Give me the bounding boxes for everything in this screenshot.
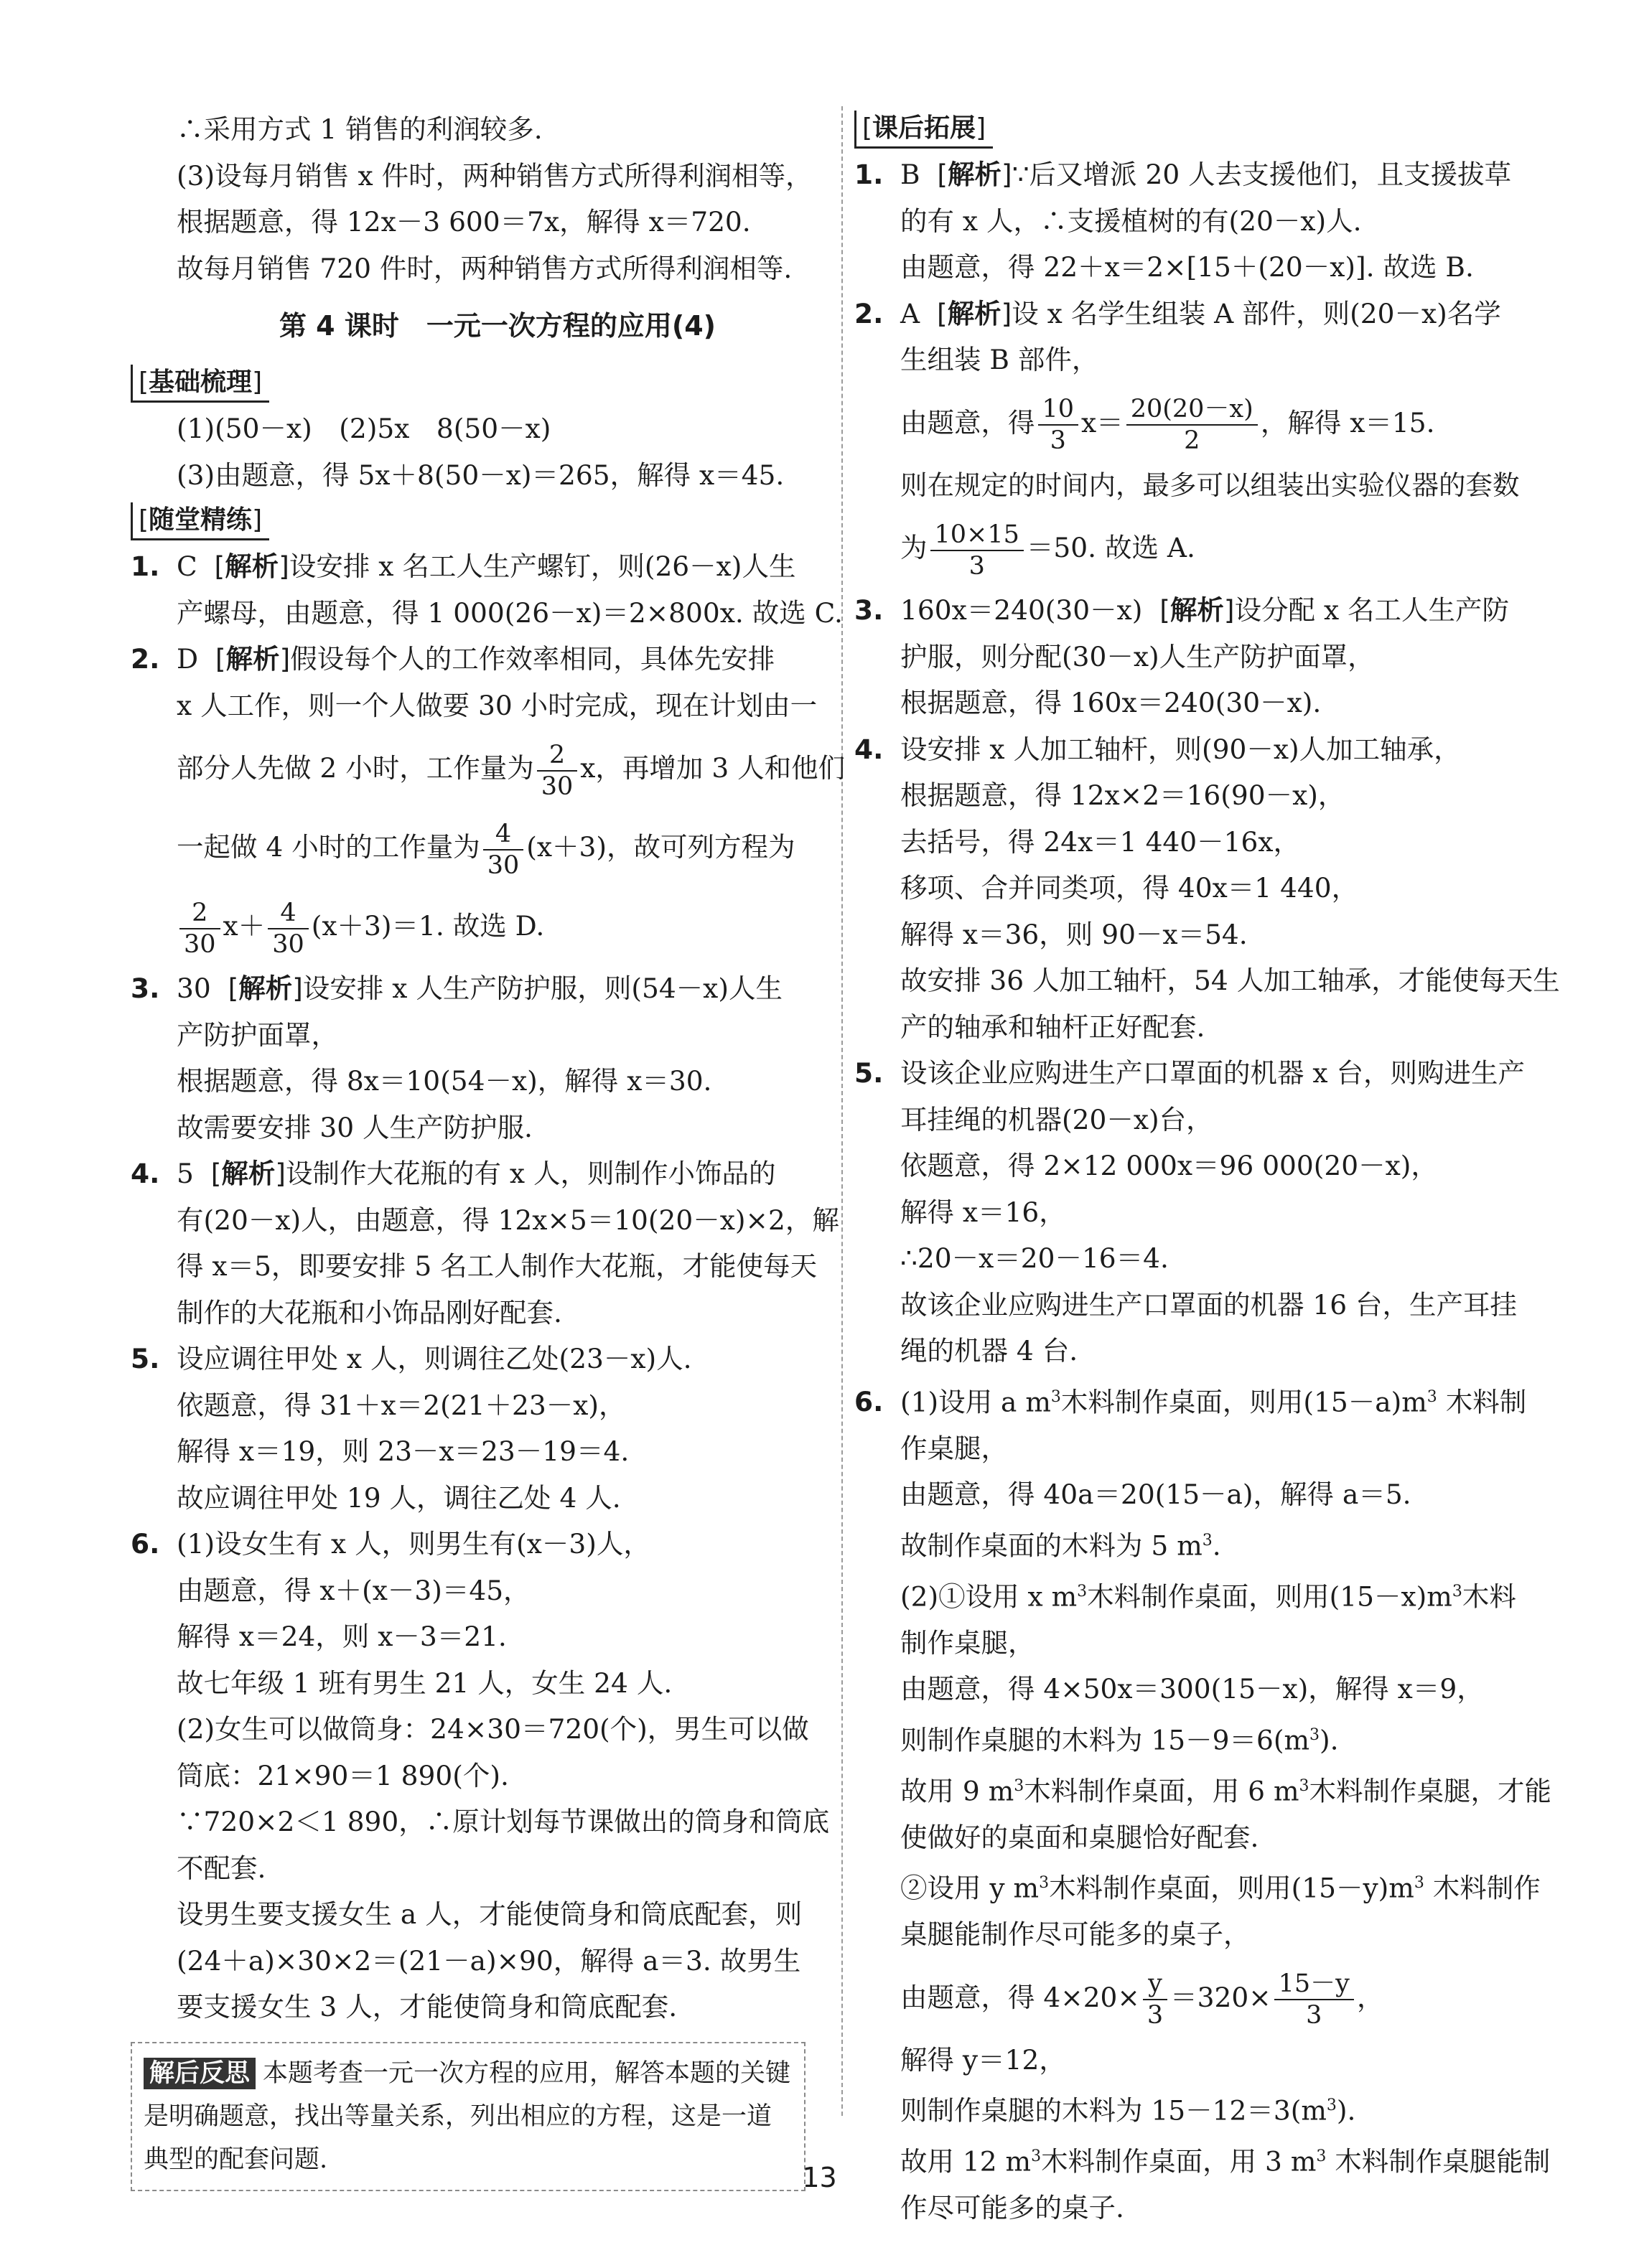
text-line: 根据题意，得 160x＝240(30－x).	[900, 687, 1322, 718]
denominator: 30	[541, 772, 574, 801]
text-line: ∴采用方式 1 销售的利润较多.	[177, 113, 543, 145]
question-6	[854, 1374, 1545, 1425]
section-header-practice: [ 随堂精练 ]	[131, 502, 269, 540]
text-line: (3)由题意，得 5x＋8(50－x)＝265，解得 x＝45.	[177, 459, 785, 491]
question-number: 6.	[854, 1386, 884, 1418]
text-segment: (2)①设用 x m	[900, 1580, 1078, 1612]
text-line	[854, 1763, 1552, 1814]
text-line: 作尽可能多的桌子.	[900, 2192, 1124, 2224]
text-segment: 部分人先做 2 小时，工作量为	[177, 752, 534, 784]
text-segment: (x＋3)＝1. 故选 D.	[311, 910, 545, 942]
superscript: 3	[1039, 1874, 1050, 1892]
text-line: (2)女生可以做筒身：24×30＝720(个)，男生可以做	[177, 1713, 809, 1745]
text-line: 护服，则分配(30－x)人生产防护面罩，	[900, 640, 1375, 673]
fraction	[1126, 394, 1258, 456]
superscript: 3	[1452, 1582, 1462, 1601]
text-line: 由题意，得 40a＝20(15－a)，解得 a＝5.	[900, 1479, 1411, 1510]
text-line: 使做好的桌面和桌腿恰好配套.	[900, 1821, 1259, 1853]
text-segment: ).	[1336, 2094, 1356, 2127]
text-line: 由题意，得 4×50x＝300(15－x)，解得 x＝9，	[900, 1673, 1484, 1705]
formula-line	[131, 886, 836, 965]
text-segment: x＋	[223, 910, 266, 942]
text-segment: 故用 12 m	[900, 2145, 1032, 2178]
text-segment: (1)设用 a m	[900, 1386, 1051, 1418]
question-4	[854, 726, 1545, 773]
text-segment: ，	[1356, 1981, 1384, 2013]
superscript: 3	[1031, 2147, 1042, 2165]
text-line: 设安排 x 名工人生产螺钉，则(26－x)人生	[289, 550, 796, 582]
text-segment: 由题意，得 4×20×	[900, 1981, 1140, 2013]
text-segment: 木料制作桌腿，才能	[1309, 1775, 1552, 1807]
fraction	[537, 740, 578, 802]
superscript: 3	[1077, 1582, 1088, 1601]
answer-value: 5	[177, 1158, 194, 1189]
answer-choice: D	[177, 643, 199, 675]
text-segment: ＝320×	[1170, 1981, 1271, 2013]
numerator: 20(20－x)	[1126, 394, 1258, 426]
text-segment: 一起做 4 小时的工作量为	[177, 831, 480, 863]
answer-value: 160x＝240(30－x)	[900, 594, 1143, 626]
text-segment: 木料制	[1437, 1386, 1527, 1418]
text-line	[854, 1712, 1545, 1763]
text-line	[854, 2083, 1545, 2134]
text-line: 设 x 名学生组装 A 部件，则(20－x)名学	[1012, 297, 1501, 329]
question-5	[131, 1336, 836, 1382]
superscript: 3	[1014, 1776, 1024, 1795]
denominator: 3	[968, 551, 985, 581]
column-divider	[841, 106, 843, 2116]
text-segment: 木料制作桌面，则用(15－y)m	[1049, 1872, 1414, 1904]
text-line: 作桌腿，	[900, 1432, 1008, 1464]
text-line: 制作的大花瓶和小饰品刚好配套.	[177, 1296, 562, 1329]
numerator: 10×15	[930, 520, 1024, 551]
analysis-tag: [ 解析 ]	[215, 550, 289, 582]
question-number: 6.	[131, 1528, 160, 1560]
text-line: 耳挂绳的机器(20－x)台，	[900, 1103, 1213, 1135]
question-number: 3.	[131, 973, 160, 1004]
text-line: 制作桌腿，	[900, 1626, 1035, 1659]
numerator: 15－y	[1274, 1969, 1354, 2000]
superscript: 3	[1316, 2147, 1327, 2165]
superscript: 3	[1414, 1874, 1424, 1892]
lesson-title: 第 4 课时 一元一次方程的应用(4)	[279, 310, 716, 342]
question-number: 3.	[854, 594, 884, 626]
text-line: 故七年级 1 班有男生 21 人，女生 24 人.	[177, 1667, 673, 1699]
text-line: 依题意，得 31＋x＝2(21＋23－x)，	[177, 1389, 626, 1421]
text-segment: 木料制作桌面，则用(15－a)m	[1060, 1386, 1427, 1418]
text-line: 不配套.	[177, 1852, 266, 1884]
superscript: 3	[1050, 1387, 1061, 1406]
text-line: 设该企业应购进生产口罩面的机器 x 台，则购进生产	[900, 1057, 1525, 1089]
numerator: 4	[483, 819, 524, 851]
question-number: 2.	[854, 297, 884, 329]
question-2	[131, 636, 836, 683]
analysis-tag: [ 解析 ]	[211, 1158, 286, 1189]
question-number: 4.	[854, 733, 884, 765]
superscript: 3	[1426, 1387, 1437, 1406]
superscript: 3	[1299, 1776, 1309, 1795]
question-3	[854, 587, 1545, 634]
text-segment: ＝50. 故选 A.	[1026, 532, 1195, 563]
text-segment: 由题意，得	[900, 406, 1035, 439]
text-line: 产螺母，由题意，得 1 000(26－x)＝2×800x. 故选 C.	[177, 596, 843, 629]
fraction	[930, 520, 1024, 581]
formula-line	[854, 508, 1545, 587]
section-header-basic: [ 基础梳理 ]	[131, 365, 269, 403]
section-header-extension: [ 课后拓展 ]	[854, 111, 993, 149]
analysis-tag: [ 解析 ]	[1159, 594, 1234, 626]
formula-line	[131, 807, 836, 886]
text-segment: 木料制作桌面，用 3 m	[1041, 2145, 1317, 2178]
text-line: 设分配 x 名工人生产防	[1234, 594, 1510, 626]
denominator: 3	[1050, 426, 1066, 455]
question-number: 5.	[131, 1343, 160, 1374]
reflection-tag: 解后反思	[144, 2058, 256, 2089]
answer-choice: A	[900, 297, 920, 329]
question-number: 1.	[131, 550, 160, 582]
question-6	[131, 1521, 836, 1568]
text-line: 设安排 x 人生产防护服，则(54－x)人生	[302, 973, 783, 1004]
question-number: 5.	[854, 1057, 884, 1089]
text-line: 桌腿能制作尽可能多的桌子，	[900, 1918, 1251, 1950]
analysis-tag: [ 解析 ]	[228, 973, 303, 1004]
text-line: ∵720×2＜1 890，∴原计划每节课做出的筒身和筒底	[177, 1806, 830, 1837]
text-line: 解得 x＝19，则 23－x＝23－19＝4.	[177, 1435, 630, 1467]
text-line: 故需要安排 30 人生产防护服.	[177, 1111, 533, 1143]
numerator: y	[1143, 1969, 1167, 2000]
left-column	[131, 106, 846, 2191]
text-segment: 为	[900, 532, 928, 563]
fraction	[1038, 394, 1079, 456]
text-segment: 木料制作桌面，则用(15－x)m	[1087, 1580, 1452, 1612]
text-line	[854, 1569, 1545, 1620]
text-segment: 木料制作桌腿能制	[1326, 2145, 1551, 2178]
denominator: 30	[184, 929, 216, 959]
numerator: 4	[268, 898, 309, 929]
answer-value: 30	[177, 973, 211, 1004]
formula-line	[131, 728, 846, 807]
text-line: 得 x＝5，即要安排 5 名工人制作大花瓶，才能使每天	[177, 1250, 818, 1282]
denominator: 30	[272, 929, 304, 959]
text-line: 绳的机器 4 台.	[900, 1335, 1078, 1367]
fraction	[268, 898, 309, 960]
denominator: 3	[1306, 2001, 1322, 2030]
text-segment: 故用 9 m	[900, 1775, 1014, 1807]
text-line: 设应调往甲处 x 人，则调往乙处(23－x)人.	[177, 1343, 692, 1374]
text-segment: 木料制作桌面，用 6 m	[1024, 1775, 1299, 1807]
text-line: 解得 x＝36，则 90－x＝54.	[900, 918, 1248, 950]
text-line: (1)(50－x) (2)5x 8(50－x)	[177, 413, 551, 444]
text-line	[854, 1860, 1545, 1911]
text-line: 故应调往甲处 19 人，调往乙处 4 人.	[177, 1481, 621, 1514]
fraction	[483, 819, 524, 881]
denominator: 30	[487, 851, 520, 880]
text-segment: 故制作桌面的木料为 5 m	[900, 1529, 1203, 1561]
text-line: ∴20－x＝20－16＝4.	[900, 1242, 1169, 1274]
superscript: 3	[1326, 2096, 1337, 2114]
right-column	[854, 106, 1560, 2231]
text-line	[854, 1518, 1545, 1569]
text-line: 依题意，得 2×12 000x＝96 000(20－x)，	[900, 1150, 1438, 1181]
text-line: (1)设女生有 x 人，则男生有(x－3)人，	[177, 1528, 650, 1560]
text-line: 生组装 B 部件，	[900, 344, 1099, 375]
fraction	[1143, 1969, 1167, 2030]
text-line: 要支援女生 3 人，才能使筒身和筒底配套.	[177, 1991, 678, 2023]
text-line: 根据题意，得 12x－3 600＝7x，解得 x＝720.	[177, 206, 751, 238]
text-segment: ②设用 y m	[900, 1872, 1040, 1904]
text-line: (24＋a)×30×2＝(21－a)×90，解得 a＝3. 故男生	[177, 1944, 801, 1977]
formula-line	[854, 383, 1545, 462]
text-segment: 木料	[1462, 1580, 1516, 1612]
formula-line	[854, 1958, 1545, 2037]
text-line: 筒底：21×90＝1 890(个).	[177, 1759, 509, 1791]
question-1	[854, 151, 1545, 198]
analysis-tag: [ 解析 ]	[937, 298, 1012, 329]
text-line: 产的轴承和轴杆正好配套.	[900, 1011, 1205, 1043]
denominator: 2	[1184, 426, 1200, 455]
analysis-tag: [ 解析 ]	[215, 643, 290, 675]
text-line: 解得 y＝12，	[900, 2043, 1066, 2076]
text-segment: 则制作桌腿的木料为 15－12＝3(m	[900, 2094, 1327, 2127]
text-line: 移项、合并同类项，得 40x＝1 440，	[900, 872, 1359, 904]
text-line: 设制作大花瓶的有 x 人，则制作小饰品的	[285, 1158, 776, 1189]
numerator: 10	[1038, 394, 1079, 426]
answer-choice: B	[900, 159, 920, 190]
text-line: 故安排 36 人加工轴杆，54 人加工轴承，才能使每天生	[900, 965, 1560, 996]
text-line: 解得 x＝16，	[900, 1196, 1066, 1228]
superscript: 3	[1202, 1531, 1213, 1550]
reflection-text: 本题考查一元一次方程的应用，解答本题的关键是明确题意，找出等量关系，列出相应的方程，这是一道典型的配套问题.	[144, 2058, 791, 2174]
text-line: 设男生要支援女生 a 人，才能使筒身和筒底配套，则	[177, 1898, 803, 1930]
text-line: 根据题意，得 8x＝10(54－x)，解得 x＝30.	[177, 1065, 712, 1097]
text-line: 的有 x 人，∴支援植树的有(20－x)人.	[900, 205, 1362, 237]
text-segment: .	[1212, 1529, 1221, 1561]
text-segment: 则制作桌腿的木料为 15－9＝6(m	[900, 1724, 1310, 1756]
text-line: 有(20－x)人，由题意，得 12x×5＝10(20－x)×2，解	[177, 1204, 839, 1236]
text-segment: x＝	[1081, 406, 1124, 439]
text-line: 故每月销售 720 件时，两种销售方式所得利润相等.	[177, 252, 793, 284]
text-segment: x，再增加 3 人和他们	[580, 752, 846, 784]
text-line: ∵后又增派 20 人去支援他们，且支援拔草	[1012, 159, 1512, 190]
text-line: 解得 x＝24，则 x－3＝21.	[177, 1621, 507, 1652]
fraction	[1274, 1969, 1354, 2030]
text-line: 根据题意，得 12x×2＝16(90－x)，	[900, 779, 1345, 811]
page-number: 13	[802, 2162, 837, 2193]
analysis-tag: [ 解析 ]	[937, 159, 1012, 190]
question-4	[131, 1151, 836, 1197]
question-5	[854, 1050, 1545, 1097]
text-line: 由题意，得 x＋(x－3)＝45，	[177, 1574, 531, 1606]
text-line: 故该企业应购进生产口罩面的机器 16 台，生产耳挂	[900, 1288, 1518, 1321]
numerator: 2	[179, 898, 220, 929]
question-3	[131, 965, 836, 1012]
text-line: 产防护面罩，	[177, 1018, 338, 1051]
text-segment: (x＋3)，故可列方程为	[526, 831, 795, 863]
superscript: 3	[1309, 1725, 1320, 1744]
text-line: (3)设每月销售 x 件时，两种销售方式所得利润相等，	[177, 159, 813, 192]
text-line: x 人工作，则一个人做要 30 小时完成，现在计划由一	[177, 689, 818, 721]
text-segment: ，解得 x＝15.	[1260, 406, 1435, 439]
denominator: 3	[1147, 2001, 1164, 2030]
text-line: 假设每个人的工作效率相同，具体先安排	[290, 643, 775, 675]
question-number: 4.	[131, 1158, 160, 1189]
numerator: 2	[537, 740, 578, 772]
text-segment: ).	[1320, 1724, 1339, 1756]
text-line: 去括号，得 24x＝1 440－16x，	[900, 825, 1301, 858]
question-number: 2.	[131, 643, 160, 675]
question-number: 1.	[854, 159, 884, 190]
answer-choice: C	[177, 550, 197, 582]
text-line: 则在规定的时间内，最多可以组装出实验仪器的套数	[900, 469, 1520, 501]
question-1	[131, 543, 836, 590]
question-2	[854, 291, 1545, 337]
text-line: 由题意，得 22＋x＝2×[15＋(20－x)]. 故选 B.	[900, 251, 1474, 283]
text-segment: 木料制作	[1424, 1872, 1541, 1904]
fraction	[179, 898, 220, 960]
text-line: 设安排 x 人加工轴杆，则(90－x)人加工轴承，	[900, 733, 1461, 765]
